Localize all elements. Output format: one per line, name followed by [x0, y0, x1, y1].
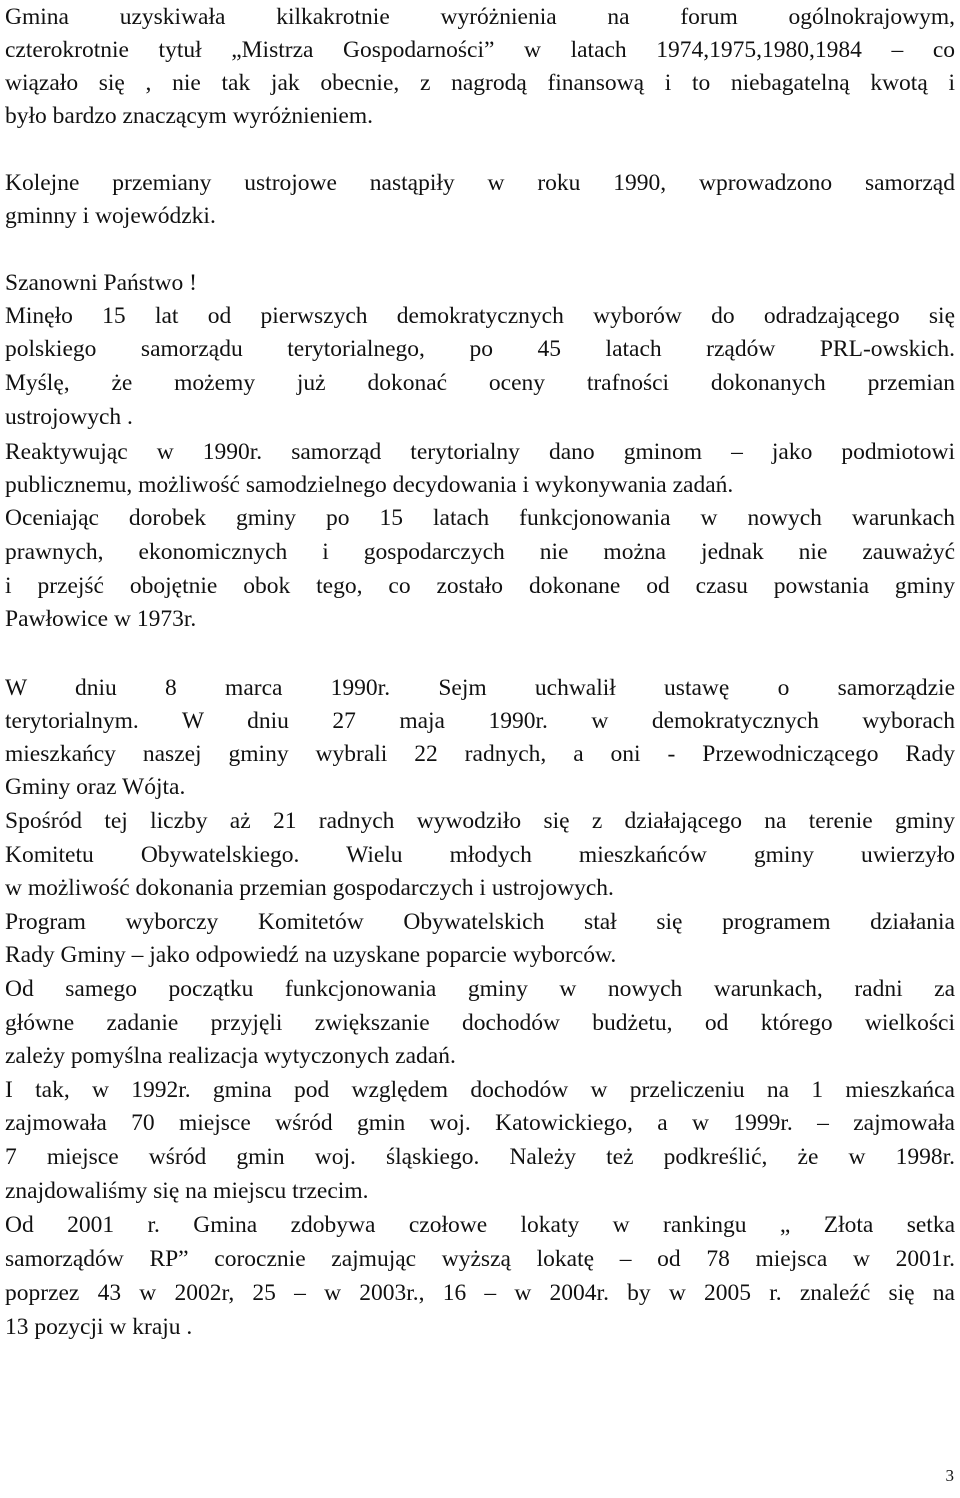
text-line: Minęło 15 lat od pierwszych demokratycznych wyborów do odradzającego się: [5, 303, 955, 329]
text-line: I tak, w 1992r. gmina pod względem dochodów w przeliczeniu na 1 mieszkańca: [5, 1077, 955, 1103]
text-line: Gminy oraz Wójta.: [5, 774, 186, 800]
text-line: Myślę, że możemy już dokonać oceny trafności dokonanych przemian: [5, 370, 955, 396]
text-line: 13 pozycji w kraju .: [5, 1314, 193, 1340]
text-line: samorządów RP” corocznie zajmując wyższą lokatę – od 78 miejsca w 2001r.: [5, 1246, 955, 1272]
text-line: Oceniając dorobek gminy po 15 latach funkcjonowania w nowych warunkach: [5, 505, 955, 531]
text-line: Gmina uzyskiwała kilkakrotnie wyróżnienia na forum ogólnokrajowym,: [5, 4, 955, 30]
text-line: główne zadanie przyjęli zwiększanie dochodów budżetu, od którego wielkości: [5, 1010, 955, 1036]
text-line: Rady Gminy – jako odpowiedź na uzyskane poparcie wyborców.: [5, 942, 617, 968]
page-number: 3: [945, 1466, 954, 1485]
text-line: wiązało się , nie tak jak obecnie, z nagrodą finansową i to niebagatelną kwotą i: [5, 70, 955, 96]
text-line: mieszkańcy naszej gminy wybrali 22 radnych, a oni - Przewodniczącego Rady: [5, 741, 955, 767]
text-line: Komitetu Obywatelskiego. Wielu młodych mieszkańców gminy uwierzyło: [5, 842, 955, 868]
text-line: Od 2001 r. Gmina zdobywa czołowe lokaty w rankingu „ Złota setka: [5, 1212, 955, 1238]
text-line: znajdowaliśmy się na miejscu trzecim.: [5, 1178, 369, 1204]
text-line: poprzez 43 w 2002r, 25 – w 2003r., 16 – w 2004r. by w 2005 r. znaleźć się na: [5, 1280, 955, 1306]
text-line: publicznemu, możliwość samodzielnego decydowania i wykonywania zadań.: [5, 472, 734, 498]
text-line: ustrojowych .: [5, 404, 133, 430]
text-line: i przejść obojętnie obok tego, co zostało dokonane od czasu powstania gminy: [5, 573, 955, 599]
text-line: zajmowała 70 miejsce wśród gmin woj. Katowickiego, a w 1999r. – zajmowała: [5, 1110, 955, 1136]
text-line: Kolejne przemiany ustrojowe nastąpiły w roku 1990, wprowadzono samorząd: [5, 170, 955, 196]
text-line: Program wyborczy Komitetów Obywatelskich stał się programem działania: [5, 909, 955, 935]
text-line: Szanowni Państwo !: [5, 270, 197, 296]
text-line: zależy pomyślna realizacja wytyczonych zadań.: [5, 1043, 456, 1069]
text-line: Od samego początku funkcjonowania gminy w nowych warunkach, radni za: [5, 976, 955, 1002]
text-line: Spośród tej liczby aż 21 radnych wywodziło się z działającego na terenie gminy: [5, 808, 955, 834]
text-line: gminny i wojewódzki.: [5, 203, 216, 229]
text-line: w możliwość dokonania przemian gospodarczych i ustrojowych.: [5, 875, 614, 901]
text-line: było bardzo znaczącym wyróżnieniem.: [5, 103, 374, 129]
text-line: Reaktywując w 1990r. samorząd terytorialny dano gminom – jako podmiotowi: [5, 439, 955, 465]
text-line: polskiego samorządu terytorialnego, po 45 latach rządów PRL-owskich.: [5, 336, 955, 362]
text-line: terytorialnym. W dniu 27 maja 1990r. w demokratycznych wyborach: [5, 708, 955, 734]
text-line: Pawłowice w 1973r.: [5, 606, 197, 632]
text-line: W dniu 8 marca 1990r. Sejm uchwalił ustawę o samorządzie: [5, 675, 955, 701]
text-line: 7 miejsce wśród gmin woj. śląskiego. Należy też podkreślić, że w 1998r.: [5, 1144, 955, 1170]
text-line: czterokrotnie tytuł „Mistrza Gospodarności” w latach 1974,1975,1980,1984 – co: [5, 37, 955, 63]
text-line: prawnych, ekonomicznych i gospodarczych nie można jednak nie zauważyć: [5, 539, 955, 565]
